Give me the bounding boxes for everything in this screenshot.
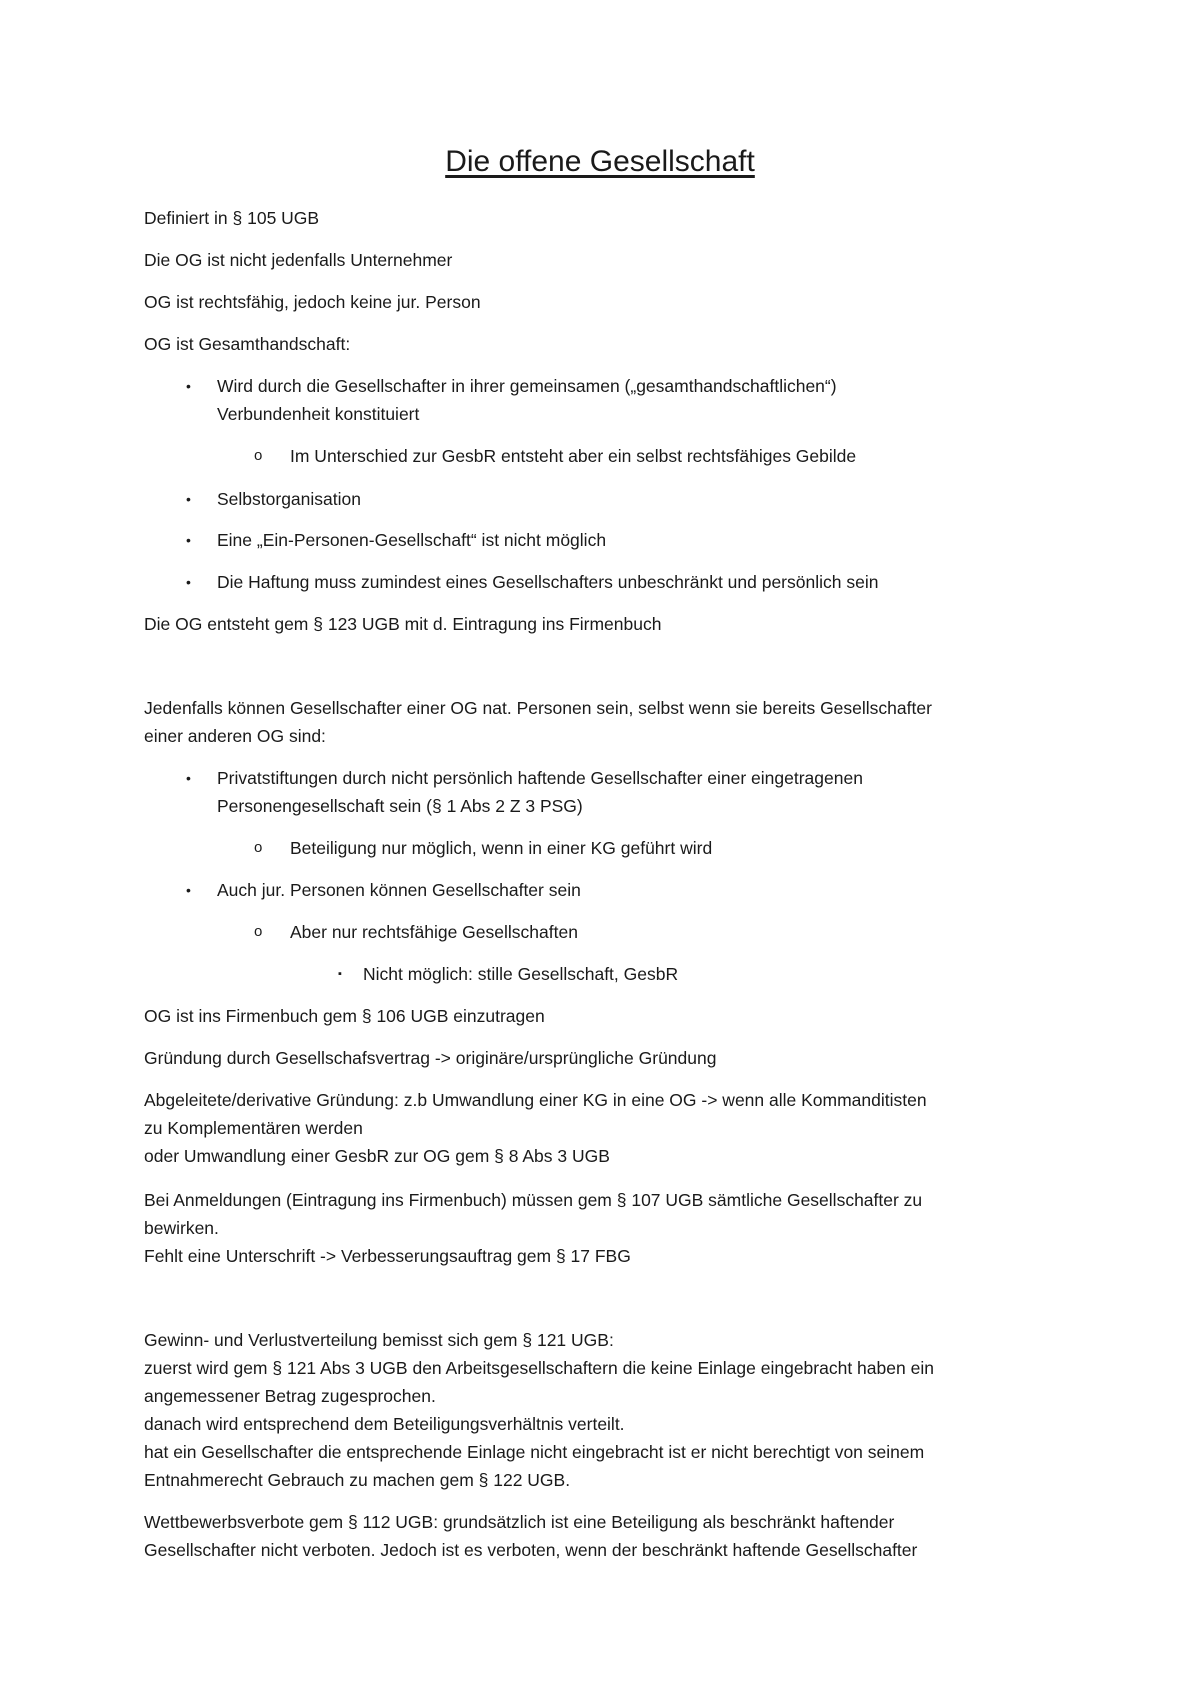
paragraph-line: Fehlt eine Unterschrift -> Verbesserungsauftrag gem § 17 FBG <box>144 1246 631 1266</box>
bullet-marker: • <box>186 574 191 590</box>
bullet-marker: • <box>186 770 191 786</box>
paragraph-line: OG ist Gesamthandschaft: <box>144 334 351 354</box>
list-item: Die Haftung muss zumindest eines Gesellschafters unbeschränkt und persönlich sein <box>217 572 879 592</box>
paragraph-line: Definiert in § 105 UGB <box>144 208 320 228</box>
bullet-marker: • <box>186 491 191 507</box>
paragraph-line: Gründung durch Gesellschafsvertrag -> originäre/ursprüngliche Gründung <box>144 1048 717 1068</box>
paragraph-line: Gewinn- und Verlustverteilung bemisst sich gem § 121 UGB: <box>144 1330 614 1350</box>
paragraph-line: Die OG ist nicht jedenfalls Unternehmer <box>144 250 453 270</box>
list-item: Selbstorganisation <box>217 489 361 509</box>
paragraph-line: Bei Anmeldungen (Eintragung ins Firmenbuch) müssen gem § 107 UGB sämtliche Gesellschafter zu <box>144 1190 923 1210</box>
paragraph-line: Wettbewerbsverbote gem § 112 UGB: grundsätzlich ist eine Beteiligung als beschränkt haftender <box>144 1512 895 1532</box>
list-item: Eine „Ein-Personen-Gesellschaft“ ist nicht möglich <box>217 530 607 550</box>
list-item: Wird durch die Gesellschafter in ihrer gemeinsamen („gesamthandschaftlichen“) <box>217 376 837 396</box>
paragraph-line: Abgeleitete/derivative Gründung: z.b Umwandlung einer KG in eine OG -> wenn alle Kommanditisten <box>144 1090 927 1110</box>
list-item: Privatstiftungen durch nicht persönlich haftende Gesellschafter einer eingetragenen <box>217 768 863 788</box>
paragraph-line: Jedenfalls können Gesellschafter einer OG nat. Personen sein, selbst wenn sie bereits Gesellschafter <box>144 698 932 718</box>
paragraph-line: hat ein Gesellschafter die entsprechende Einlage nicht eingebracht ist er nicht berechtigt von seinem <box>144 1442 925 1462</box>
bullet-marker: • <box>186 532 191 548</box>
sub-bullet-marker: o <box>254 923 263 940</box>
sub-list-item: Aber nur rechtsfähige Gesellschaften <box>290 922 578 942</box>
bullet-marker: • <box>186 378 191 394</box>
sub-bullet-marker: o <box>254 447 263 464</box>
paragraph-line: angemessener Betrag zugesprochen. <box>144 1386 436 1406</box>
paragraph-line: Entnahmerecht Gebrauch zu machen gem § 122 UGB. <box>144 1470 571 1490</box>
sub-list-item: Im Unterschied zur GesbR entsteht aber ein selbst rechtsfähiges Gebilde <box>290 446 857 466</box>
paragraph-line: danach wird entsprechend dem Beteiligungsverhältnis verteilt. <box>144 1414 625 1434</box>
paragraph-line: zu Komplementären werden <box>144 1118 363 1138</box>
list-item: Auch jur. Personen können Gesellschafter sein <box>217 880 581 900</box>
list-item-continuation: Verbundenheit konstituiert <box>217 404 420 424</box>
bullet-marker: • <box>186 882 191 898</box>
sub-bullet-marker: o <box>254 839 263 856</box>
paragraph-line: Die OG entsteht gem § 123 UGB mit d. Eintragung ins Firmenbuch <box>144 614 662 634</box>
paragraph-line: zuerst wird gem § 121 Abs 3 UGB den Arbeitsgesellschaftern die keine Einlage eingebracht haben ein <box>144 1358 934 1378</box>
paragraph-line: einer anderen OG sind: <box>144 726 326 746</box>
paragraph-line: Gesellschafter nicht verboten. Jedoch ist es verboten, wenn der beschränkt haftende Gesellschafter <box>144 1540 918 1560</box>
paragraph-line: OG ist rechtsfähig, jedoch keine jur. Person <box>144 292 481 312</box>
paragraph-line: bewirken. <box>144 1218 219 1238</box>
list-item-continuation: Personengesellschaft sein (§ 1 Abs 2 Z 3 PSG) <box>217 796 583 816</box>
sub-sub-list-item: Nicht möglich: stille Gesellschaft, GesbR <box>363 964 679 984</box>
document-title: Die offene Gesellschaft <box>445 145 755 178</box>
sub-sub-bullet-marker: ▪ <box>338 968 342 980</box>
paragraph-line: OG ist ins Firmenbuch gem § 106 UGB einzutragen <box>144 1006 545 1026</box>
paragraph-line: oder Umwandlung einer GesbR zur OG gem § 8 Abs 3 UGB <box>144 1146 610 1166</box>
sub-list-item: Beteiligung nur möglich, wenn in einer KG geführt wird <box>290 838 713 858</box>
